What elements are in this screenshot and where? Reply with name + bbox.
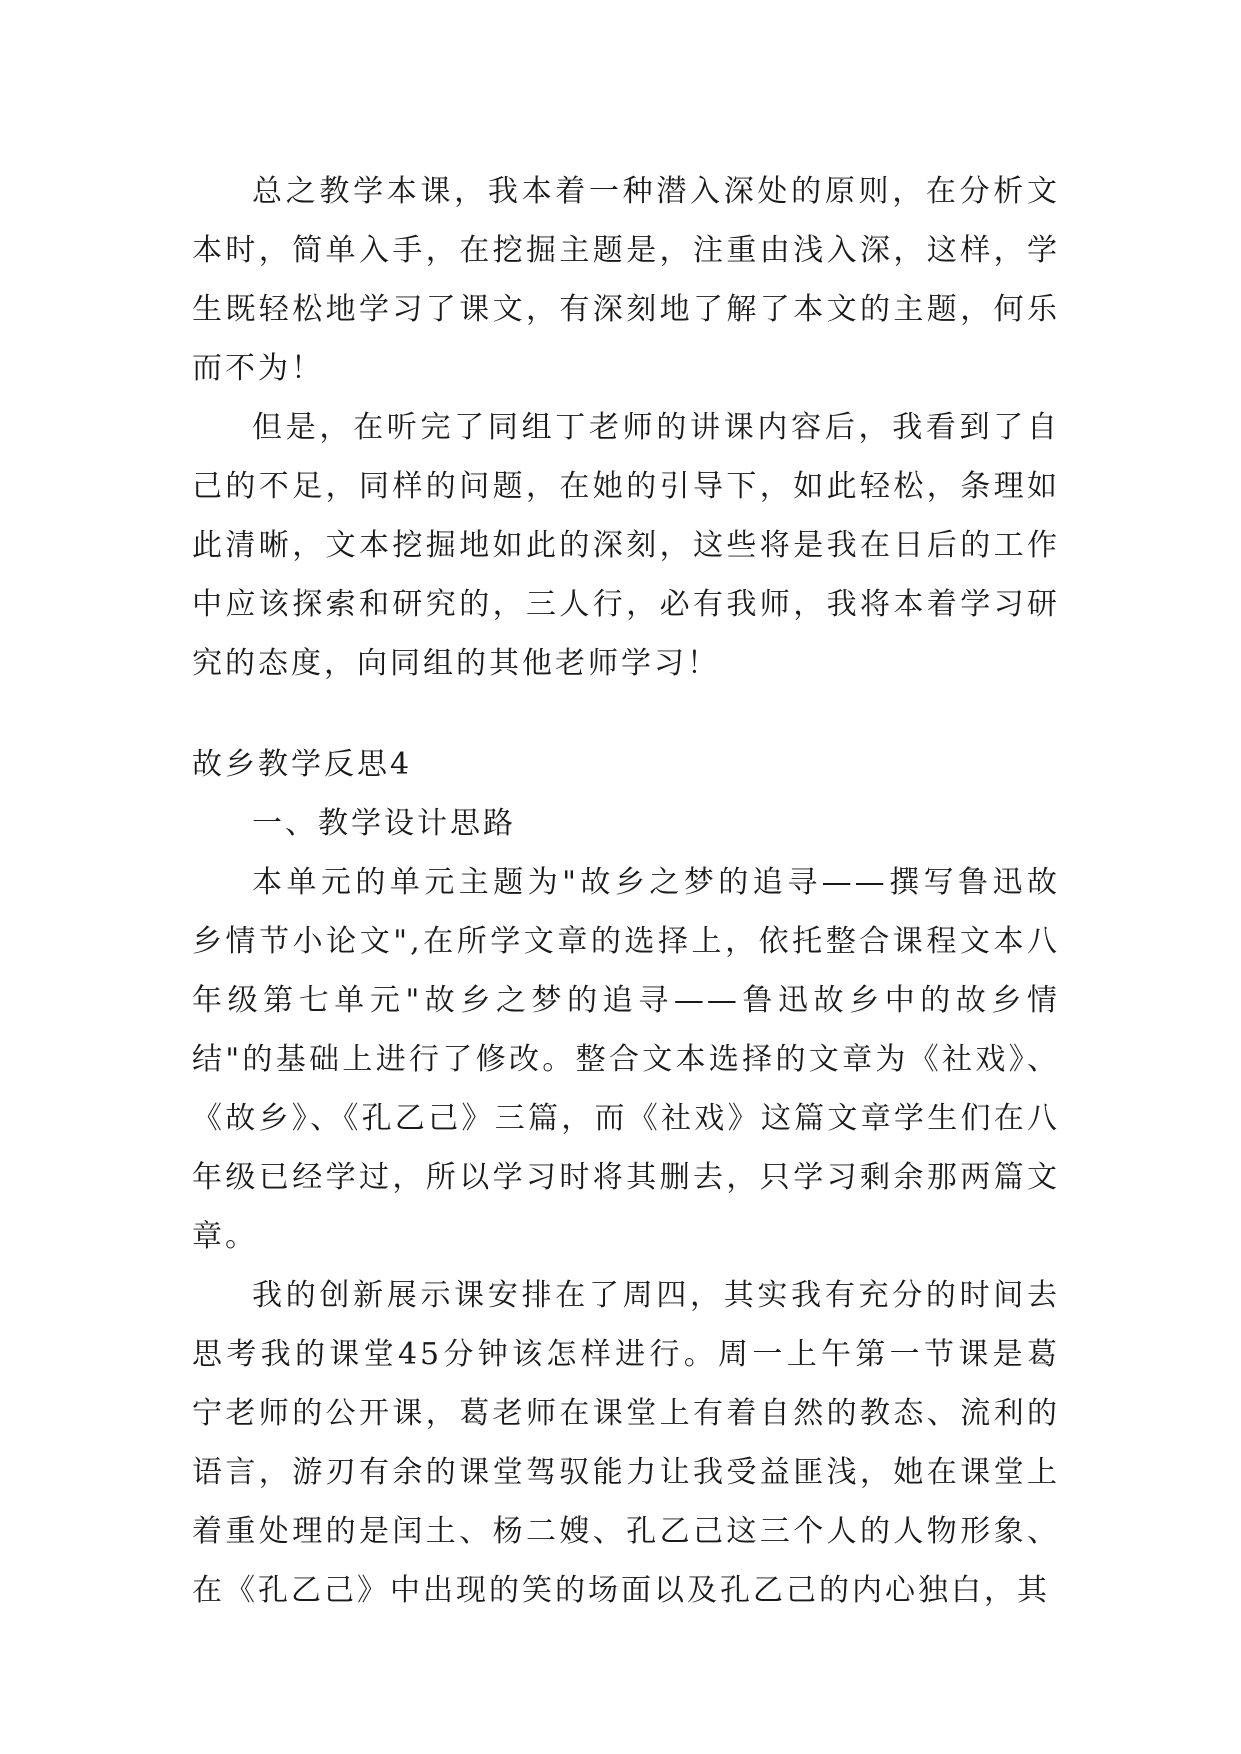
paragraph-reflection: 但是，在听完了同组丁老师的讲课内容后，我看到了自己的不足，同样的问题，在她的引导下，如此轻松，条理如此清晰，文本挖掘地如此的深刻，这些将是我在日后的工作中应该探索和研究的，三人行，必有我师，我将本着学习研究的态度，向同组的其他老师学习！ [192,410,1060,681]
section-subtitle: 一、教学设计思路 [252,806,516,841]
document-body [192,162,1060,1620]
paragraph-conclusion: 总之教学本课，我本着一种潜入深处的原则，在分析文本时，简单入手，在挖掘主题是，注重由浅入深，这样，学生既轻松地学习了课文，有深刻地了解了本文的主题，何乐而不为！ [192,174,1060,386]
paragraph-unit-theme: 本单元的单元主题为"故乡之梦的追寻——撰写鲁迅故乡情节小论文",在所学文章的选择上，依托整合课程文本八年级第七单元"故乡之梦的追寻——鲁迅故乡中的故乡情结"的基础上进行了修改。整合文本选择的文章为《社戏》、《故乡》、《孔乙己》三篇，而《社戏》这篇文章学生们在八年级已经学过，所以学习时将其删去，只学习剩余那两篇文章。 [192,865,1060,1254]
paragraph-innovation-class: 我的创新展示课安排在了周四，其实我有充分的时间去思考我的课堂45分钟该怎样进行。周一上午第一节课是葛宁老师的公开课，葛老师在课堂上有着自然的教态、流利的语言，游刃有余的课堂驾驭能力让我受益匪浅，她在课堂上着重处理的是闰土、杨二嫂、孔乙己这三个人的人物形象、在《孔乙己》中出现的笑的场面以及孔乙己的内心独白，其 [192,1278,1060,1608]
section-gap [192,693,1060,735]
section-title: 故乡教学反思4 [192,747,413,782]
